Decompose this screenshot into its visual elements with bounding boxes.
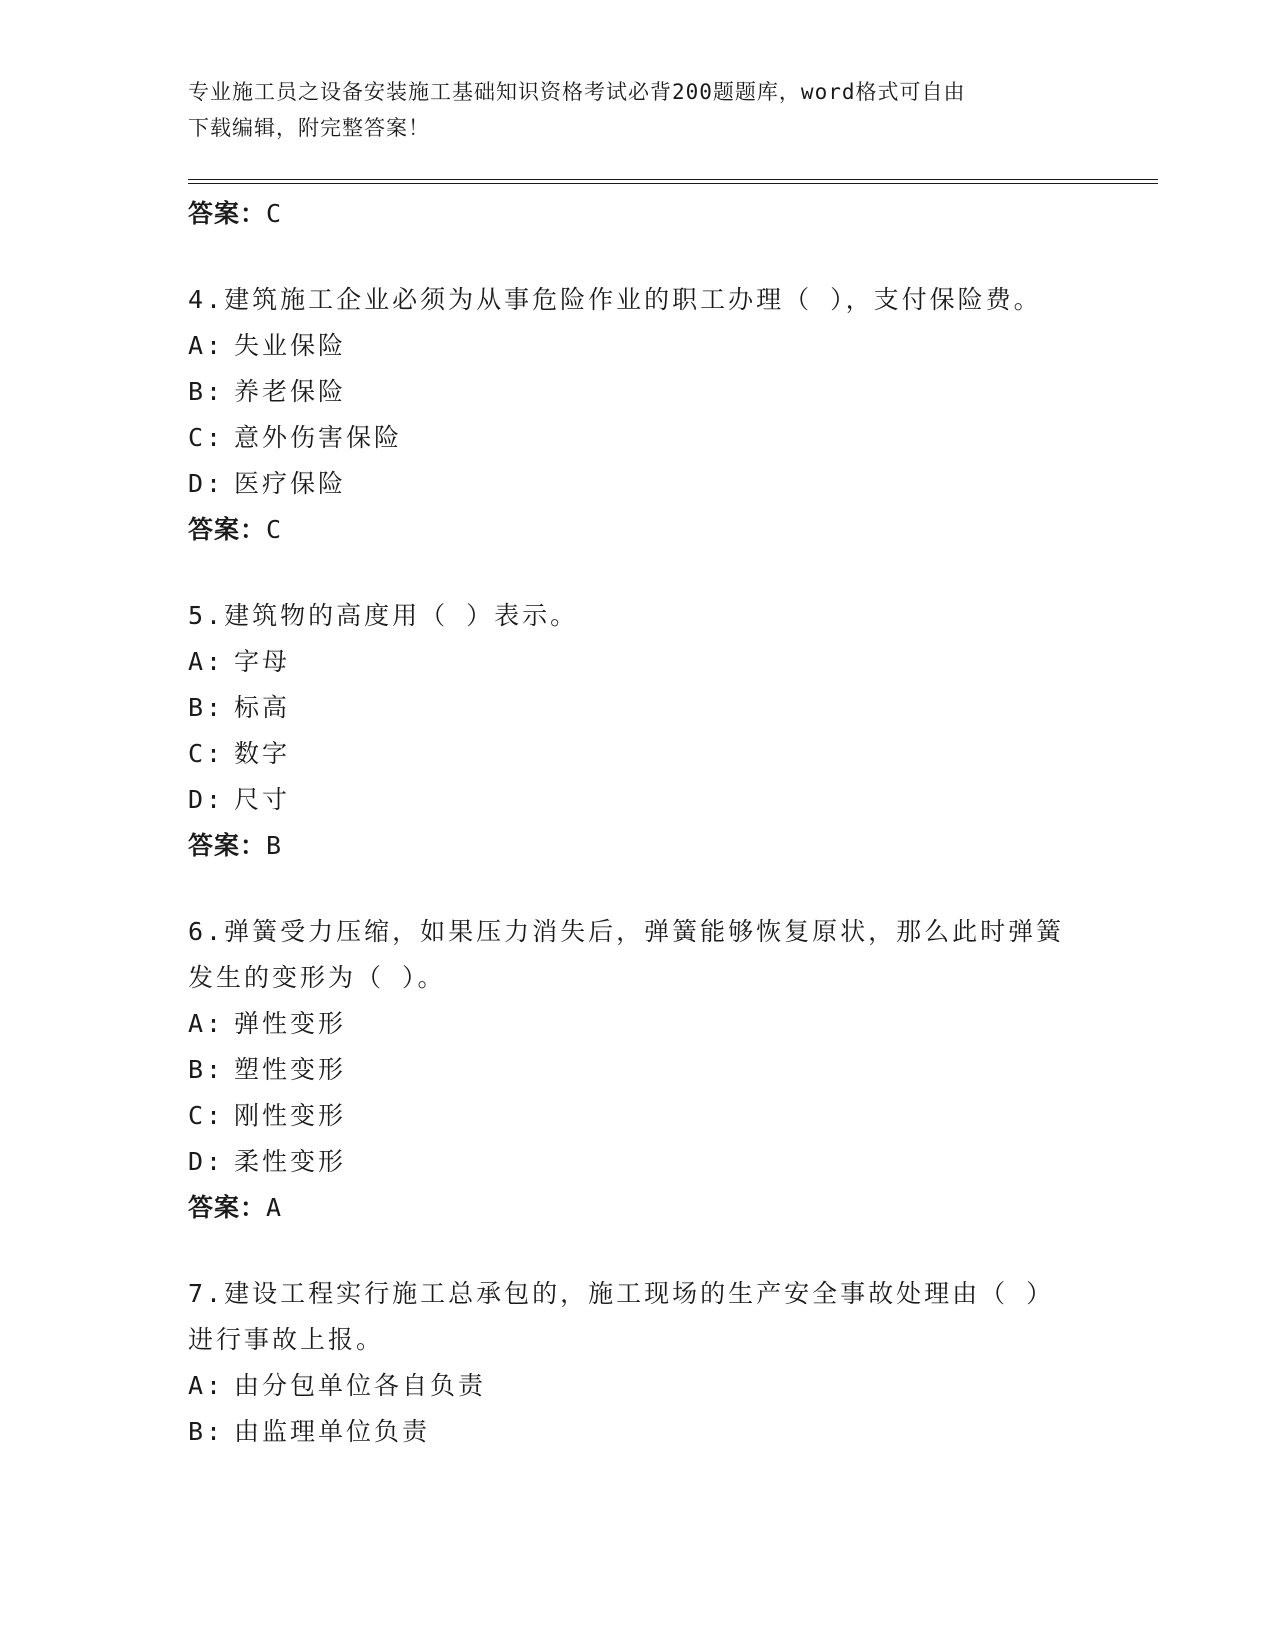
option-text: 意外伤害保险 (234, 423, 403, 452)
answer-label: 答案： (188, 199, 267, 228)
header-line-1: 专业施工员之设备安装施工基础知识资格考试必背200题题库，word格式可自由 (188, 80, 966, 104)
answer-label: 答案： (188, 515, 267, 544)
option-key: A: (188, 1371, 225, 1400)
answer-value: C (266, 515, 283, 544)
option-text: 刚性变形 (234, 1101, 347, 1130)
option-key: B: (188, 693, 225, 722)
answer-value: B (266, 831, 283, 860)
option-a (188, 1001, 1088, 1047)
option-text: 尺寸 (234, 785, 291, 814)
question-stem: 7.建设工程实行施工总承包的，施工现场的生产安全事故处理由（ ）进行事故上报。 (188, 1279, 1055, 1354)
question-block (188, 277, 1088, 553)
answer-line (188, 191, 1088, 237)
question-stem: 4.建筑施工企业必须为从事危险作业的职工办理（ ），支付保险费。 (188, 285, 1042, 314)
option-text: 由分包单位各自负责 (234, 1371, 487, 1400)
option-text: 失业保险 (234, 331, 347, 360)
option-text: 字母 (234, 647, 291, 676)
question-stem: 6.弹簧受力压缩，如果压力消失后，弹簧能够恢复原状，那么此时弹簧发生的变形为（ ）。 (188, 917, 1065, 992)
option-key: D: (188, 785, 225, 814)
option-text: 弹性变形 (234, 1009, 347, 1038)
spacer (188, 869, 1088, 909)
option-b (188, 1409, 1088, 1455)
option-d (188, 1139, 1088, 1185)
answer-label: 答案： (188, 1193, 267, 1222)
answer-label: 答案： (188, 831, 267, 860)
option-key: A: (188, 647, 225, 676)
option-key: C: (188, 739, 225, 768)
header-line-2: 下载编辑，附完整答案！ (188, 116, 430, 140)
question-block (188, 909, 1088, 1231)
option-text: 医疗保险 (234, 469, 347, 498)
option-a (188, 323, 1088, 369)
answer-line (188, 1185, 1088, 1231)
spacer (188, 553, 1088, 593)
answer-value: C (266, 199, 283, 228)
question-list (188, 191, 1088, 1455)
option-key: C: (188, 423, 225, 452)
option-key: D: (188, 469, 225, 498)
answer-line (188, 823, 1088, 869)
option-key: B: (188, 1417, 225, 1446)
option-c (188, 415, 1088, 461)
option-text: 数字 (234, 739, 291, 768)
option-key: A: (188, 331, 225, 360)
answer-value: A (266, 1193, 283, 1222)
option-c (188, 731, 1088, 777)
spacer (188, 237, 1088, 277)
option-text: 由监理单位负责 (234, 1417, 431, 1446)
option-key: A: (188, 1009, 225, 1038)
question-block (188, 1271, 1088, 1455)
header-divider-bottom (188, 183, 1158, 184)
answer-line (188, 507, 1088, 553)
question-block (188, 593, 1088, 869)
option-d (188, 777, 1088, 823)
option-b (188, 1047, 1088, 1093)
option-text: 柔性变形 (234, 1147, 347, 1176)
option-text: 养老保险 (234, 377, 347, 406)
option-b (188, 369, 1088, 415)
document-header (188, 74, 1068, 146)
option-key: C: (188, 1101, 225, 1130)
option-c (188, 1093, 1088, 1139)
option-text: 塑性变形 (234, 1055, 347, 1084)
spacer (188, 1231, 1088, 1271)
question-stem: 5.建筑物的高度用（ ）表示。 (188, 601, 579, 630)
option-b (188, 685, 1088, 731)
option-key: B: (188, 1055, 225, 1084)
option-a (188, 639, 1088, 685)
header-divider-top (188, 179, 1158, 180)
option-key: D: (188, 1147, 225, 1176)
option-text: 标高 (234, 693, 291, 722)
option-a (188, 1363, 1088, 1409)
option-key: B: (188, 377, 225, 406)
option-d (188, 461, 1088, 507)
